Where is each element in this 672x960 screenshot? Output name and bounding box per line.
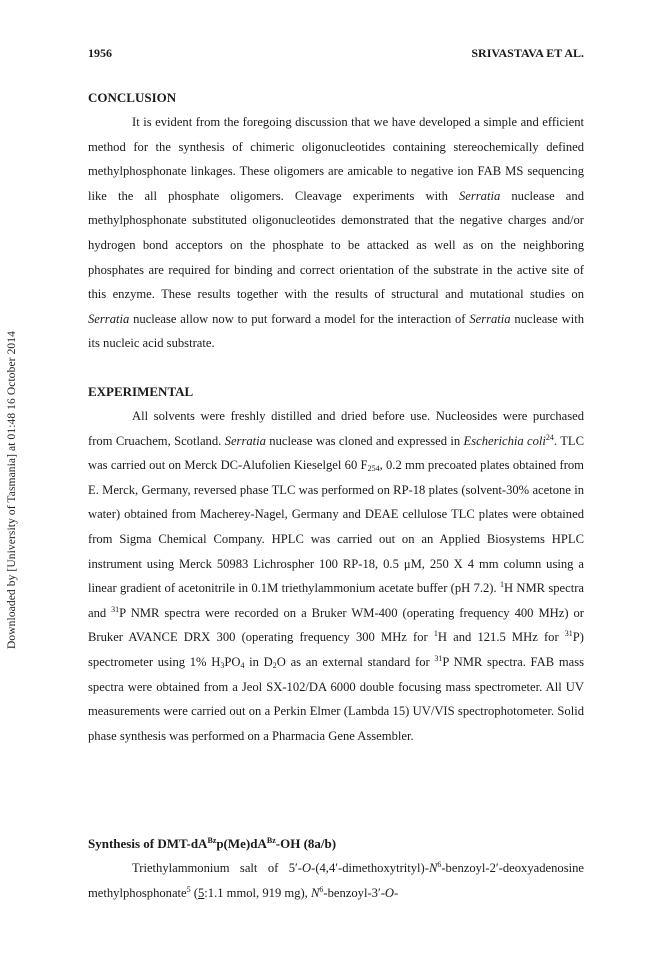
synthesis-section	[88, 836, 584, 905]
synthesis-paragraph: Triethylammonium salt of $5'-O-(4,4'-dimethoxytrityl)-N^6-benzoyl-2'$-deoxyadenosine methylphosphonate$^5$ (5:1.1 mmol, 919 mg), $N^6-benzoyl-3'-O-$	[88, 860, 584, 900]
download-watermark	[0, 295, 24, 685]
experimental-paragraph: All solvents were freshly distilled and dried before use. Nucleosides were purchased from Cruachem, Scotland. Serratia nuclease was cloned and expressed in Escherichia coli$^{24}$. TLC was carried out on Merck DC-Alufolien Kieselgel 60 $F_{254}$, 0.2 mm precoated plates obtained from E. Merck, Germany, reversed phase TLC was performed on RP-18 plates (solvent-30% acetone in water) obtained from Macherey-Nagel, Germany and DEAE cellulose TLC plates were obtained from Sigma Chemical Company. HPLC was carried out on an Applied Biosystems HPLC instrument using Merck 50983 Lichrospher 100 RP-18, 0.5 μM, 250 X 4 mm column using a linear gradient of acetonitrile in 0.1M triethylammonium acetate buffer (pH 7.2). $^1$H NMR spectra and $^{31}$P NMR spectra were recorded on a Bruker WM-400 (operating frequency 400 MHz) or Bruker AVANCE DRX 300 (operating frequency 300 MHz for $^1$H and 121.5 MHz for $^{31}$P) spectrometer using 1% $H_3PO_4$ in $D_2O$ as an external standard for $^{31}$P NMR spectra. FAB mass spectra were obtained from a Jeol SX-102/DA 6000 double focusing mass spectrometer. All UV measurements were carried out on a Perkin Elmer (Lambda 15) UV/VIS spectrophotometer. Solid phase synthesis was performed on a Pharmacia Gene Assembler.	[88, 409, 585, 743]
experimental-section	[88, 384, 584, 748]
synthesis-heading: Synthesis of DMT-$dA^{Bz}p(Me)dA^{Bz}-OH$ (8a/b)	[88, 836, 337, 851]
experimental-heading: EXPERIMENTAL	[88, 384, 194, 399]
running-header	[88, 46, 584, 62]
conclusion-heading: CONCLUSION	[88, 90, 177, 105]
conclusion-section	[88, 90, 584, 356]
running-header-authors: SRIVASTAVA ET AL.	[471, 46, 584, 60]
page-number: 1956	[88, 46, 112, 60]
conclusion-paragraph: It is evident from the foregoing discussion that we have developed a simple and efficient method for the synthesis of chimeric oligonucleotides containing stereochemically defined methylphosphonate linkages. These oligomers are amicable to negative ion FAB MS sequencing like the all phosphate oligomers. Cleavage experiments with Serratia nuclease and methylphosphonate substituted oligonucleotides demonstrated that the negative charges and/or hydrogen bond acceptors on the phosphate to be attacked as well as on the neighboring phosphates are required for binding and correct orientation of the substrate in the active site of this enzyme. These results together with the results of structural and mutational studies on Serratia nuclease allow now to put forward a model for the interaction of Serratia nuclease with its nucleic acid substrate.	[88, 115, 584, 351]
download-watermark-text: Downloaded by [University of Tasmania] at 01:48 16 October 2014	[6, 331, 18, 649]
